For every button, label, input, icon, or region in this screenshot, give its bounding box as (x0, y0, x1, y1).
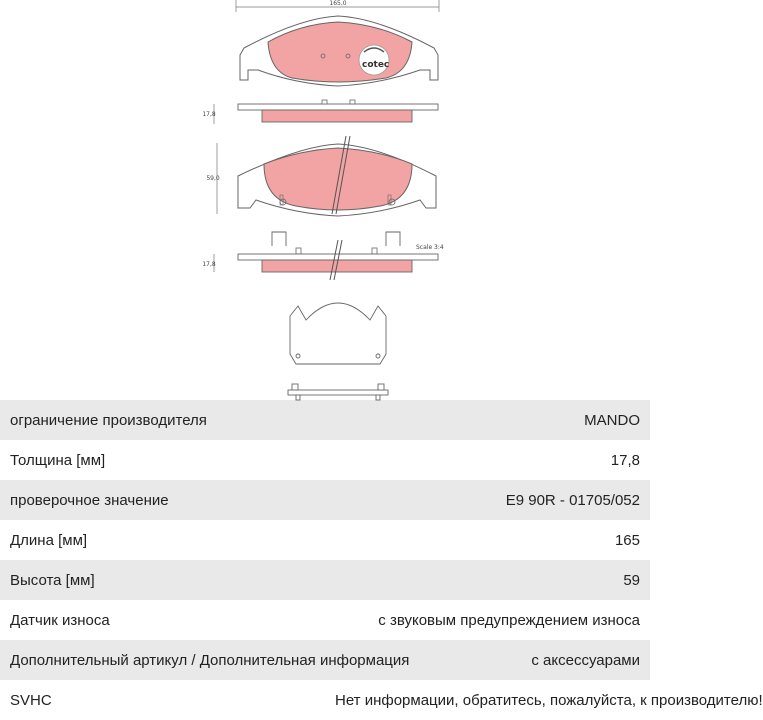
spec-label: Дополнительный артикул / Дополнительная информация (10, 651, 410, 669)
thickness-dimension-bottom-label: 17,8 (202, 261, 216, 268)
table-row (0, 400, 650, 440)
cotec-logo (359, 45, 389, 75)
pad-front-view (240, 16, 438, 86)
spec-label: ограничение производителя (10, 411, 207, 429)
brake-pad-drawing (0, 0, 650, 400)
pad-side-view-top (214, 100, 438, 124)
spec-value: с звуковым предупреждением износа (378, 611, 640, 629)
spec-value: MANDO (584, 411, 640, 429)
spec-label: проверочное значение (10, 491, 169, 509)
spec-label: SVHC (10, 691, 52, 709)
spec-value: Нет информации, обратитесь, пожалуйста, к производителю! (335, 691, 763, 709)
table-row (0, 440, 650, 480)
spec-value: с аксессуарами (531, 651, 640, 669)
table-row (0, 520, 650, 560)
table-row (0, 480, 650, 520)
table-row (0, 600, 650, 640)
logo-text: cotec (362, 60, 390, 70)
spec-value: 165 (614, 531, 640, 549)
scale-note: Scale 3:4 (416, 244, 444, 251)
spec-label: Длина [мм] (10, 531, 88, 549)
table-row (0, 680, 650, 720)
table-row (0, 560, 650, 600)
spec-label: Датчик износа (10, 611, 110, 629)
table-row (0, 640, 650, 680)
spec-label: Толщина [мм] (10, 451, 106, 469)
shim-plate (288, 303, 388, 400)
height-dimension-label: 59,0 (206, 175, 220, 182)
spec-value: E9 90R - 01705/052 (505, 491, 640, 509)
pad-side-view-bottom (214, 232, 438, 280)
thickness-dimension-top-label: 17,8 (202, 111, 216, 118)
technical-drawing (0, 0, 650, 400)
length-dimension-label: 165,0 (329, 0, 347, 7)
specifications-table (0, 400, 763, 720)
spec-value: 17,8 (610, 451, 640, 469)
pad-back-view (217, 136, 436, 216)
spec-label: Высота [мм] (10, 571, 95, 589)
spec-value: 59 (623, 571, 640, 589)
